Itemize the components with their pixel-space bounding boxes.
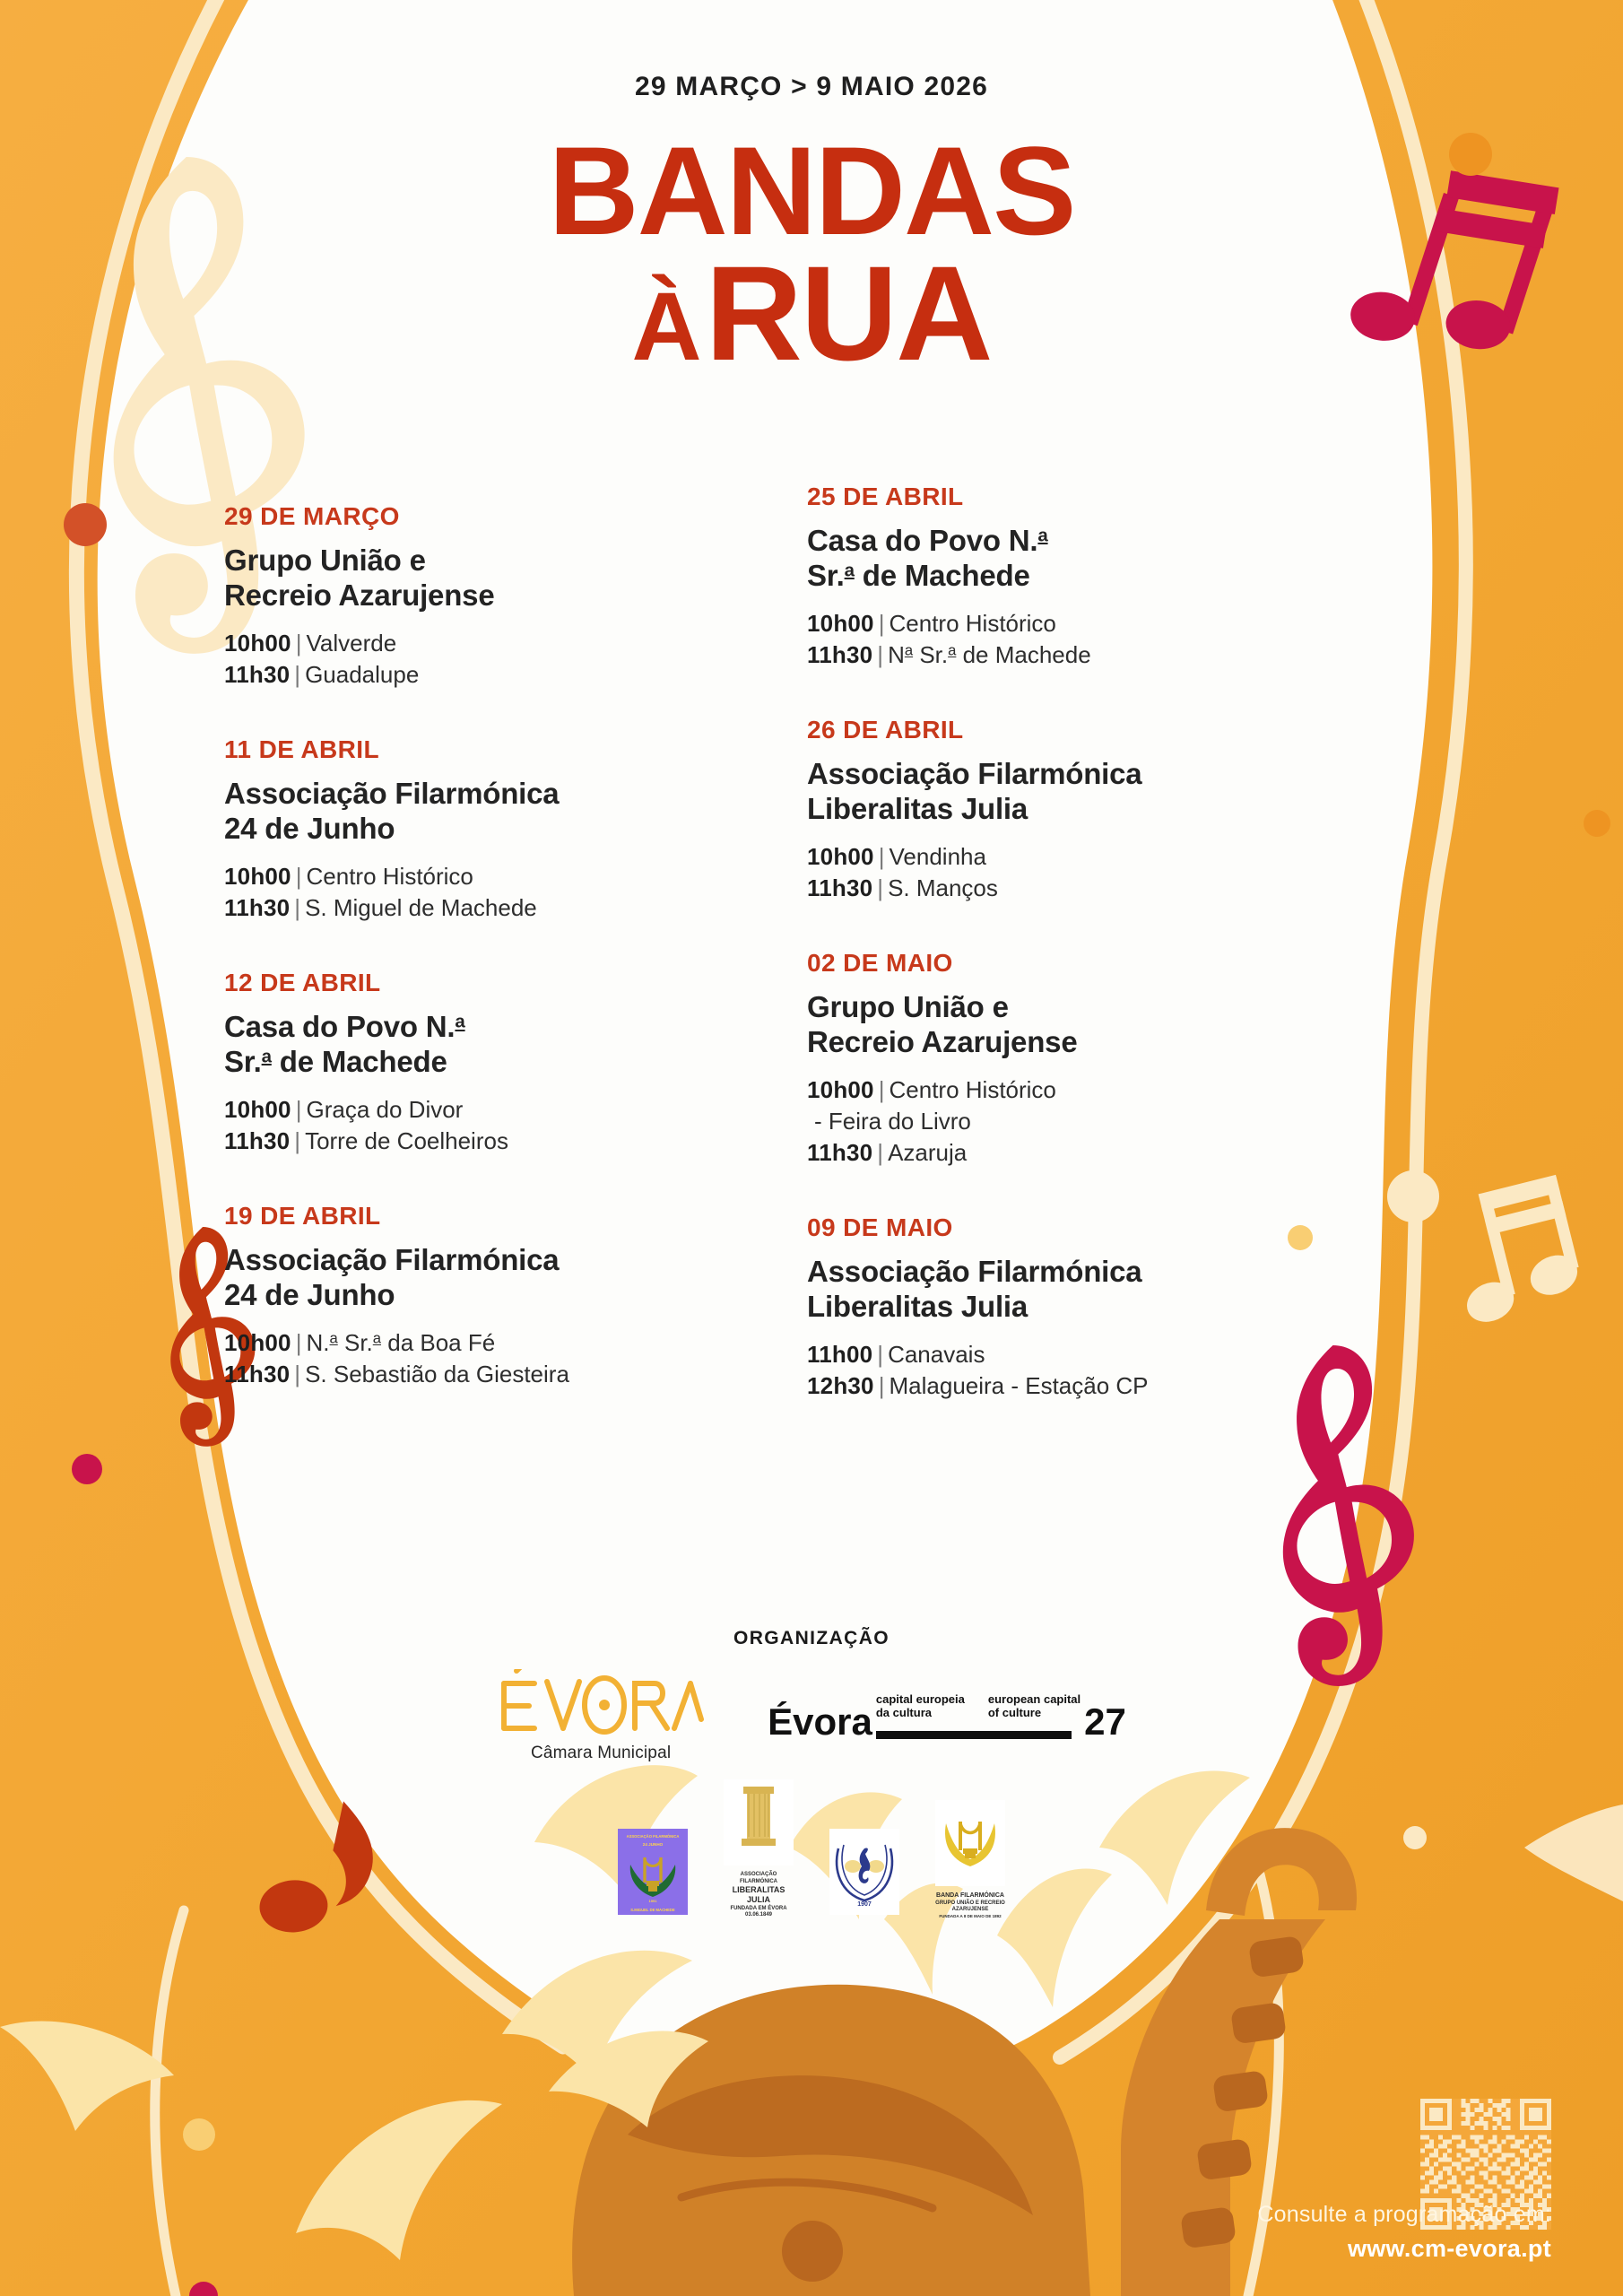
session-row — [807, 1370, 1309, 1402]
ec27-caption-pt: capital europeia da cultura — [875, 1692, 965, 1719]
event-band: Associação Filarmónica 24 de Junho — [224, 1243, 560, 1312]
session-place: Vendinha — [889, 842, 986, 870]
event-date: 02 DE MAIO — [807, 949, 953, 978]
programme-column-right — [807, 483, 1309, 1447]
session-row — [224, 628, 726, 659]
band-logo-1907 — [829, 1829, 899, 1919]
event-band: Casa do Povo N.$^a$ Sr.$^a$ de Machede — [807, 524, 1048, 592]
svg-text:ASSOCIAÇÃO FILARMÓNICA: ASSOCIAÇÃO FILARMÓNICA — [626, 1833, 680, 1839]
event-item — [807, 716, 1309, 904]
session-place: Valverde — [306, 629, 397, 657]
session-row — [807, 1074, 1309, 1106]
website-lead: Consulte a programação em: — [1257, 2202, 1551, 2227]
session-place: Graça do Divor — [306, 1096, 464, 1123]
event-band: Grupo União e Recreio Azarujense — [807, 990, 1078, 1059]
event-sessions — [807, 608, 1309, 671]
event-date: 09 DE MAIO — [807, 1213, 953, 1242]
band-caption: ASSOCIAÇÃO FILARMÓNICA LIBERALITAS JULIA FUNDADA EM ÉVORA 03.06.1849 — [730, 1872, 787, 1918]
event-date: 19 DE ABRIL — [224, 1202, 381, 1231]
session-separator: | — [294, 660, 301, 688]
evora-capital-culture-logo — [768, 1692, 1126, 1744]
evora-wordmark-icon — [497, 1669, 705, 1735]
session-time: 11h30 — [224, 1127, 291, 1155]
event-sessions — [224, 628, 726, 691]
ec27-year: 27 — [1084, 1700, 1126, 1744]
session-time: 11h30 — [807, 1139, 873, 1167]
ec27-word: Évora — [768, 1700, 872, 1744]
band-logo-24-junho — [618, 1829, 688, 1919]
session-time: 10h00 — [224, 629, 291, 657]
session-separator: | — [878, 609, 885, 637]
session-time: 10h00 — [224, 1096, 291, 1123]
session-separator: | — [878, 1372, 885, 1400]
programme-column-left — [224, 502, 726, 1435]
session-row — [224, 1327, 726, 1359]
event-date: 26 DE ABRIL — [807, 716, 964, 744]
session-time: 10h00 — [807, 609, 874, 637]
event-sessions — [224, 861, 726, 924]
session-row — [807, 639, 1309, 671]
column-icon — [724, 1779, 794, 1866]
session-row — [224, 659, 726, 691]
session-time: 10h00 — [807, 842, 874, 870]
event-item — [224, 1202, 726, 1390]
event-band: Casa do Povo N.$^a$ Sr.$^a$ de Machede — [224, 1010, 465, 1079]
band-logo-azarujense — [935, 1800, 1005, 1918]
session-place: Guadalupe — [305, 660, 420, 688]
session-separator: | — [294, 1361, 301, 1388]
title-accent: À — [631, 272, 700, 380]
title-line-2-wrap — [0, 238, 1623, 388]
event-item — [224, 735, 726, 924]
event-date: 29 DE MARÇO — [224, 502, 400, 530]
session-place: S. Sebastião da Giesteira — [305, 1361, 569, 1388]
session-separator: | — [294, 1127, 301, 1155]
session-place: S. Manços — [888, 874, 998, 902]
poster-header — [0, 72, 1623, 388]
organisation-label: ORGANIZAÇÃO — [733, 1628, 890, 1648]
session-separator: | — [295, 1329, 302, 1357]
session-time: 11h00 — [807, 1341, 873, 1369]
ec27-underline — [876, 1731, 1072, 1739]
ec27-caption-en: european capital of culture — [987, 1692, 1081, 1719]
session-time: 10h00 — [224, 1329, 291, 1357]
event-band: Associação Filarmónica Liberalitas Julia — [807, 757, 1142, 825]
event-sessions — [224, 1094, 726, 1157]
session-separator: | — [295, 1096, 302, 1123]
session-place: Malagueira - Estação CP — [889, 1372, 1149, 1400]
event-sessions — [807, 1339, 1309, 1402]
title-rua: RUA — [705, 238, 992, 388]
dot-crimson-left — [72, 1454, 102, 1484]
session-separator: | — [878, 1076, 885, 1103]
svg-text:24 JUNHO: 24 JUNHO — [642, 1841, 664, 1847]
session-row — [224, 1094, 726, 1126]
session-row — [807, 873, 1309, 904]
dot-gold-lower-left — [183, 2118, 215, 2151]
session-place: S. Miguel de Machede — [305, 894, 537, 922]
organisation-section — [0, 1628, 1623, 1919]
event-band: Grupo União e Recreio Azarujense — [224, 544, 495, 612]
session-separator: | — [877, 640, 884, 668]
session-place: Centro Histórico — [889, 609, 1056, 637]
event-sessions — [224, 1327, 726, 1390]
session-place: Centro Histórico — [306, 862, 473, 890]
event-item — [807, 483, 1309, 671]
session-place: $N^a$ Sr.$^a$ de Machede — [888, 640, 1091, 668]
event-item — [807, 1213, 1309, 1402]
session-row — [224, 1126, 726, 1157]
dot-orange-right — [1584, 810, 1610, 837]
band-logo-liberalitas-julia — [724, 1779, 794, 1919]
event-band: Associação Filarmónica Liberalitas Julia — [807, 1255, 1142, 1324]
session-separator: | — [294, 894, 301, 922]
ec27-captions — [872, 1693, 1084, 1739]
session-time: 10h00 — [807, 1076, 874, 1103]
dot-orange-left — [64, 503, 107, 546]
svg-text:S.MIGUEL DE MACHEDE: S.MIGUEL DE MACHEDE — [630, 1907, 675, 1912]
date-range: 29 MARÇO > 9 MAIO 2026 — [634, 72, 989, 101]
event-sessions — [807, 1074, 1309, 1169]
session-place: Torre de Coelheiros — [305, 1127, 508, 1155]
lyre-wreath-icon — [618, 1829, 688, 1915]
session-separator: | — [295, 862, 302, 890]
session-time: 12h30 — [807, 1372, 874, 1400]
session-time: 10h00 — [224, 862, 291, 890]
programme-list — [224, 483, 1399, 1447]
session-time: 11h30 — [807, 640, 873, 668]
session-row — [807, 608, 1309, 639]
event-item — [224, 502, 726, 691]
event-date: 11 DE ABRIL — [224, 735, 379, 764]
session-row — [807, 841, 1309, 873]
session-separator: | — [877, 874, 884, 902]
event-date: 25 DE ABRIL — [807, 483, 964, 510]
evora-municipality-logo — [497, 1669, 705, 1763]
session-row — [807, 1137, 1309, 1169]
session-row — [224, 861, 726, 892]
event-item — [224, 969, 726, 1157]
session-place: Centro Histórico — [889, 1076, 1056, 1103]
session-continuation: - Feira do Livro — [814, 1108, 971, 1135]
session-row — [807, 1339, 1309, 1370]
website-callout — [1257, 2202, 1551, 2263]
session-separator: | — [295, 629, 302, 657]
session-row — [224, 892, 726, 924]
session-separator: | — [878, 842, 885, 870]
session-place: N.$^a$ Sr.$^a$ da Boa Fé — [306, 1329, 496, 1357]
event-band: Associação Filarmónica 24 de Junho — [224, 777, 560, 845]
svg-text:1907: 1907 — [857, 1900, 872, 1908]
event-sessions — [807, 841, 1309, 904]
session-time: 11h30 — [224, 1361, 291, 1388]
title-line-1: BANDAS — [548, 120, 1075, 261]
event-date: 12 DE ABRIL — [224, 969, 381, 997]
band-caption: BANDA FILARMÓNICA GRUPO UNIÃO E RECREIO AZARUJENSE FUNDADA A 8 DE MAIO DE 1892 — [935, 1892, 1005, 1918]
website-url[interactable]: www.cm-evora.pt — [1347, 2235, 1551, 2262]
poster-title — [0, 120, 1623, 388]
event-item — [807, 949, 1309, 1169]
evora-municipality-subtitle: Câmara Municipal — [530, 1744, 672, 1762]
session-time: 11h30 — [807, 874, 873, 902]
session-row — [224, 1359, 726, 1390]
organiser-logos — [0, 1669, 1623, 1763]
svg-text:1991: 1991 — [648, 1898, 657, 1903]
band-logos — [0, 1779, 1623, 1919]
session-separator: | — [877, 1341, 884, 1369]
clef-ribbon-icon — [829, 1829, 899, 1915]
session-place: Canavais — [888, 1341, 985, 1369]
session-place: Azaruja — [888, 1139, 968, 1167]
session-separator: | — [877, 1139, 884, 1167]
lyre-laurel-icon — [935, 1800, 1005, 1886]
session-time: 11h30 — [224, 660, 291, 688]
session-time: 11h30 — [224, 894, 291, 922]
